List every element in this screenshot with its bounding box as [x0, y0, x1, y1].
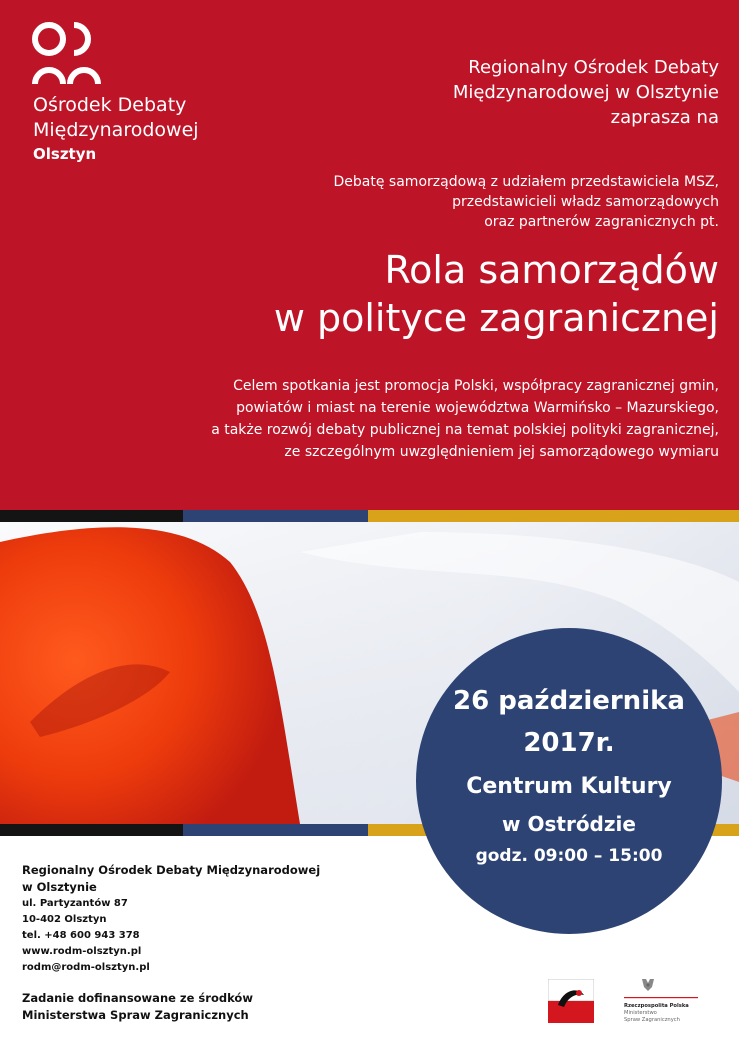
event-city: w Ostródzie: [502, 812, 636, 836]
title-line-1: Rola samorządów: [384, 248, 719, 292]
stripe-navy: [183, 824, 368, 836]
stripe-gold: [368, 510, 739, 522]
msz-emblem-icon: [624, 977, 698, 1025]
stripe-navy: [183, 510, 368, 522]
footer-email: rodm@rodm-olsztyn.pl: [22, 962, 150, 973]
msz-text-line-3: Spraw Zagranicznych: [624, 1017, 680, 1023]
description-line-2: powiatów i miast na terenie województwa Warmińsko – Mazurskiego,: [236, 400, 719, 416]
event-subtitle: [334, 172, 719, 232]
footer-postal: 10-402 Olsztyn: [22, 914, 107, 925]
logo-line-2: Międzynarodowej: [33, 119, 199, 141]
color-stripe-top: [0, 510, 739, 522]
logo-line-1: Ośrodek Debaty: [33, 94, 187, 116]
description-line-3: a także rozwój debaty publicznej na temat polskiej polityki zagranicznej,: [211, 422, 719, 438]
funding-line-2: Ministerstwa Spraw Zagranicznych: [22, 1008, 249, 1022]
stripe-black: [0, 824, 183, 836]
organizer-line-2: Międzynarodowej w Olsztynie: [452, 82, 719, 103]
event-title: [274, 246, 719, 342]
subtitle-line-3: oraz partnerów zagranicznych pt.: [484, 214, 719, 230]
event-date: 26 października: [453, 686, 685, 716]
event-hours: godz. 09:00 – 15:00: [475, 846, 663, 866]
contact-footer: [22, 862, 320, 1024]
footer-phone: tel. +48 600 943 378: [22, 930, 140, 941]
event-year: 2017r.: [523, 728, 615, 758]
footer-org-line-1: Regionalny Ośrodek Debaty Międzynarodowej: [22, 863, 321, 877]
stripe-black: [0, 510, 183, 522]
polish-flag-logo-icon: [548, 979, 594, 1023]
footer-website: www.rodm-olsztyn.pl: [22, 946, 142, 957]
organizer-line-3: zaprasza na: [610, 107, 719, 128]
description-line-4: ze szczególnym uwzględnieniem jej samorządowego wymiaru: [284, 444, 719, 460]
subtitle-line-1: Debatę samorządową z udziałem przedstawiciela MSZ,: [333, 174, 719, 190]
organizer-line-1: Regionalny Ośrodek Debaty: [468, 57, 719, 78]
red-header-panel: [0, 0, 739, 510]
footer-org-line-2: w Olsztynie: [22, 880, 97, 894]
subtitle-line-2: przedstawicieli władz samorządowych: [452, 194, 719, 210]
odm-logo-icon: [30, 22, 110, 90]
funding-line-1: Zadanie dofinansowane ze środków: [22, 991, 253, 1005]
logo-text: [33, 93, 199, 165]
event-date-badge: [416, 628, 722, 934]
organizer-heading: [453, 55, 719, 130]
footer-street: ul. Partyzantów 87: [22, 898, 128, 909]
msz-text-line-1: Rzeczpospolita Polska: [624, 1003, 689, 1009]
title-line-2: w polityce zagranicznej: [273, 296, 719, 340]
event-venue: Centrum Kultury: [466, 774, 672, 799]
logo-line-3: Olsztyn: [33, 145, 97, 163]
msz-text-line-2: Ministerstwo: [624, 1010, 657, 1016]
event-description: [211, 375, 719, 463]
description-line-1: Celem spotkania jest promocja Polski, współpracy zagranicznej gmin,: [233, 378, 719, 394]
